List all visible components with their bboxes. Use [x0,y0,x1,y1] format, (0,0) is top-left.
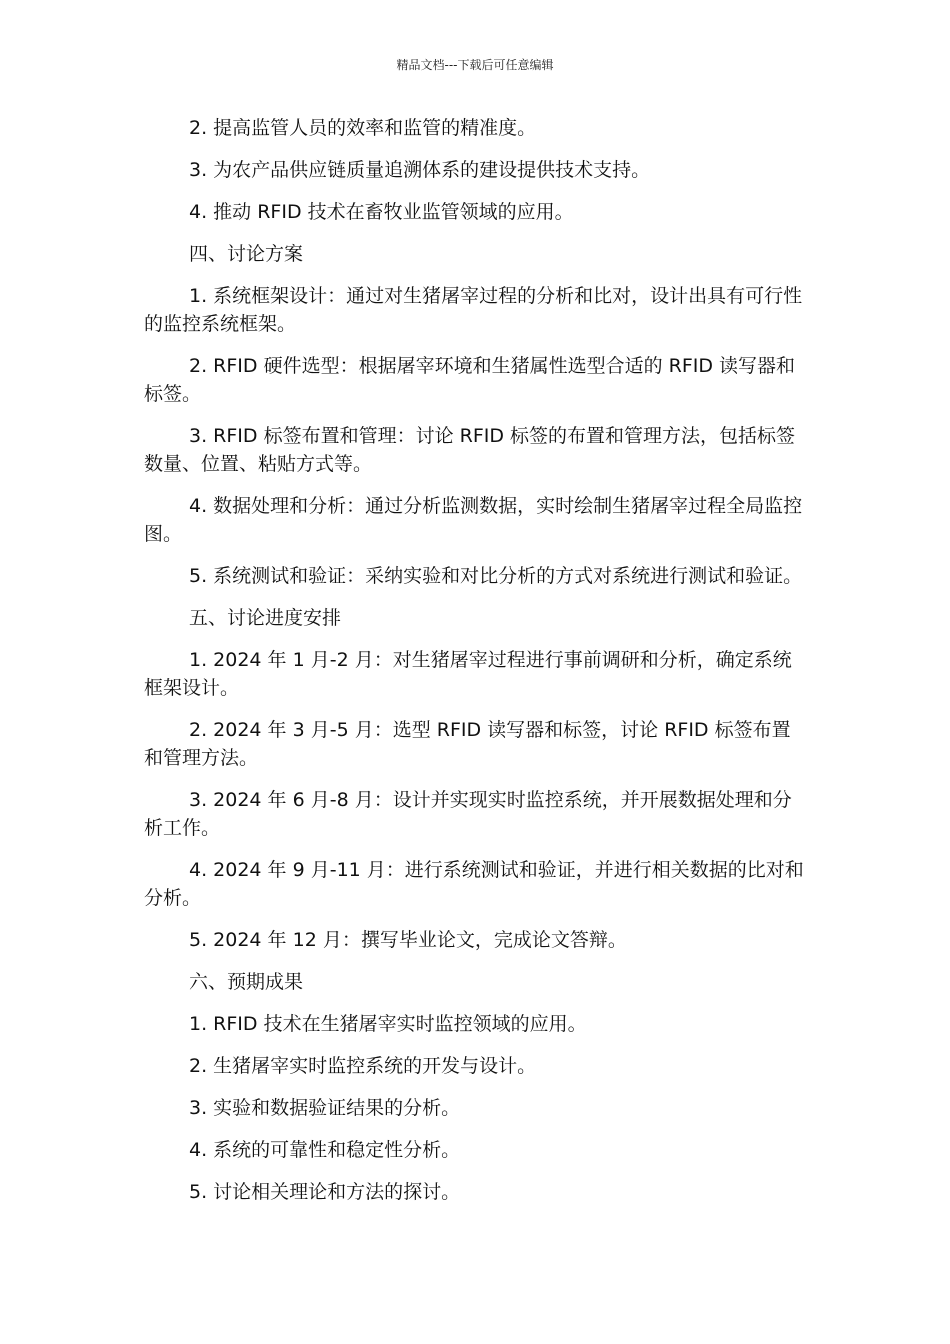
page-header: 精品文档---下载后可任意编辑 [396,58,554,72]
section-heading: 六、预期成果 [189,971,304,993]
paragraph: 4. 数据处理和分析：通过分析监测数据，实时绘制生猪屠宰过程全局监控图。 [144,495,803,545]
paragraph: 5. 讨论相关理论和方法的探讨。 [189,1181,461,1203]
paragraph: 1. 系统框架设计：通过对生猪屠宰过程的分析和比对，设计出具有可行性的监控系统框架。 [144,285,803,335]
paragraph: 1. RFID 技术在生猪屠宰实时监控领域的应用。 [189,1013,587,1035]
section-heading: 五、讨论进度安排 [189,607,342,629]
paragraph: 2. 生猪屠宰实时监控系统的开发与设计。 [189,1055,537,1077]
paragraph: 4. 系统的可靠性和稳定性分析。 [189,1139,461,1161]
paragraph: 3. 实验和数据验证结果的分析。 [189,1097,461,1119]
paragraph: 2. RFID 硬件选型：根据屠宰环境和生猪属性选型合适的 RFID 读写器和标签。 [144,355,796,405]
document-body [144,114,808,1220]
paragraph: 3. 为农产品供应链质量追溯体系的建设提供技术支持。 [189,159,651,181]
paragraph: 5. 2024 年 12 月：撰写毕业论文，完成论文答辩。 [189,929,627,951]
paragraph: 3. 2024 年 6 月-8 月：设计并实现实时监控系统，并开展数据处理和分析工作。 [144,789,792,839]
paragraph: 1. 2024 年 1 月-2 月：对生猪屠宰过程进行事前调研和分析，确定系统框架设计。 [144,649,792,699]
paragraph: 2. 提高监管人员的效率和监管的精准度。 [189,117,537,139]
paragraph: 4. 2024 年 9 月-11 月：进行系统测试和验证，并进行相关数据的比对和分析。 [144,859,804,909]
paragraph: 2. 2024 年 3 月-5 月：选型 RFID 读写器和标签，讨论 RFID 标签布置和管理方法。 [144,719,791,769]
section-heading: 四、讨论方案 [189,243,304,265]
paragraph: 4. 推动 RFID 技术在畜牧业监管领域的应用。 [189,201,574,223]
paragraph: 3. RFID 标签布置和管理：讨论 RFID 标签的布置和管理方法，包括标签数量、位置、粘贴方式等。 [144,425,796,475]
paragraph: 5. 系统测试和验证：采纳实验和对比分析的方式对系统进行测试和验证。 [189,565,803,587]
